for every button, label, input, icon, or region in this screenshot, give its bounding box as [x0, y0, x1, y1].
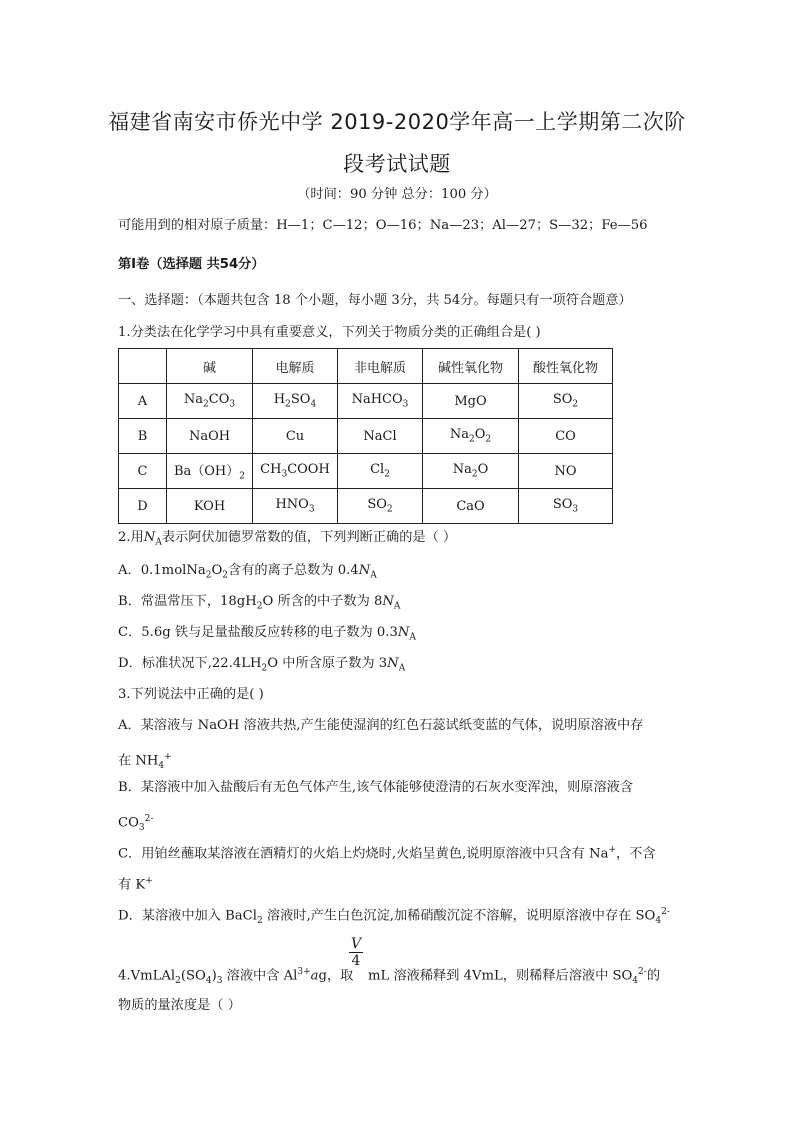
table-header-cell: 非电解质: [338, 349, 423, 384]
table-row: [119, 454, 613, 489]
q3-option-a: A．某溶液与 NaOH 溶液共热,产生能使湿润的红色石蕊试纸变蓝的气体，说明原溶液中存: [118, 718, 644, 733]
section-heading: 第Ⅰ卷（选择题 共54分）: [118, 257, 265, 272]
title-line-1: 福建省南安市侨光中学 2019-2020学年高一上学期第二次阶: [108, 110, 686, 134]
fraction-numerator: V: [350, 936, 362, 952]
table-header-cell: 电解质: [253, 349, 338, 384]
table-cell: KOH: [167, 489, 253, 524]
q4-fraction: [349, 936, 363, 969]
table-cell: $H_2SO_4$: [253, 384, 338, 419]
table-cell: $SO_2$: [519, 384, 613, 419]
table-cell: NaCl: [338, 419, 423, 454]
table-cell: CO: [519, 419, 613, 454]
title-line-2: 段考试试题: [343, 152, 451, 176]
q4-text-pre: $4.VmLAl_2(SO_4)_3$ 溶液中含 $Al^{3+}ag$，取: [118, 967, 354, 987]
table-cell: $Na_2O_2$: [423, 419, 519, 454]
table-cell: $Na_2CO_3$: [167, 384, 253, 419]
q3-option-d: D．某溶液中加入 BaCl$_2$ 溶液时,产生白色沉淀,加稀硝酸沉淀不溶解，说明原溶液中存在 $SO_4^{2-}$: [118, 907, 670, 927]
table-cell: $HNO_3$: [253, 489, 338, 524]
table-cell: NaHCO$_3$: [338, 384, 423, 419]
fraction-denominator: 4: [351, 953, 361, 969]
q2-option-d: D．标准状况下$,22.4LH_2O$ 中所含原子数为 $3N_A$: [118, 656, 406, 674]
table-row: [119, 384, 613, 419]
section-instruction: 一、选择题：（本题共包含 18 个小题，每小题 3分，共 54分。每题只有一项符合题意）: [118, 293, 632, 308]
table-cell: MgO: [423, 384, 519, 419]
row-label: B: [119, 419, 167, 454]
q1-stem: 1.分类法在化学学习中具有重要意义，下列关于物质分类的正确组合是( ): [118, 325, 541, 340]
table-cell: $Na_2O$: [423, 454, 519, 489]
q2-option-b: B．常温常压下，$18gH_2O$ 所含的中子数为 $8N_A$: [118, 594, 401, 612]
q4-text-post: mL 溶液稀释到 4VmL，则稀释后溶液中 $SO_4^{2-}$的: [368, 967, 660, 987]
table-header-row: [119, 349, 613, 384]
q3-option-a-cont: 在 $NH_4^+$: [118, 752, 172, 772]
q2-option-c: C．5.6g 铁与足量盐酸反应转移的电子数为 $0.3N_A$: [118, 625, 416, 643]
row-label: A: [119, 384, 167, 419]
q4-line-2: 物质的量浓度是（ ）: [118, 998, 241, 1013]
atomic-masses: 可能用到的相对原子质量：H—1；C—12；O—16；Na—23；Al—27；S—32；Fe—56: [118, 218, 648, 233]
table-cell: $SO_3$: [519, 489, 613, 524]
classification-table: [118, 348, 613, 524]
q3-stem: 3.下列说法中正确的是( ): [118, 687, 264, 702]
table-cell: $Cl_2$: [338, 454, 423, 489]
table-cell: $CH_3COOH$: [253, 454, 338, 489]
table-header-cell: [119, 349, 167, 384]
row-label: D: [119, 489, 167, 524]
table-header-cell: 碱性氧化物: [423, 349, 519, 384]
table-cell: NO: [519, 454, 613, 489]
q2-stem: 2.用$N_A$表示阿伏加德罗常数的值，下列判断正确的是（ ）: [118, 530, 457, 548]
table-cell: Cu: [253, 419, 338, 454]
table-row: [119, 489, 613, 524]
table-header-cell: 酸性氧化物: [519, 349, 613, 384]
q3-option-b: B．某溶液中加入盐酸后有无色气体产生,该气体能够使澄清的石灰水变浑浊，则原溶液含: [118, 780, 634, 795]
row-label: C: [119, 454, 167, 489]
table-cell: $SO_2$: [338, 489, 423, 524]
q3-option-b-cont: $CO_3^{2-}$: [118, 814, 154, 834]
table-cell: NaOH: [167, 419, 253, 454]
time-info: （时间：90 分钟 总分：100 分）: [297, 187, 497, 202]
table-cell: $Ba(OH)_2$: [167, 454, 253, 489]
table-header-cell: 碱: [167, 349, 253, 384]
table-cell: CaO: [423, 489, 519, 524]
table-row: [119, 419, 613, 454]
q3-option-c-cont: 有 K+: [118, 876, 153, 893]
q3-option-c: C．用铂丝蘸取某溶液在酒精灯的火焰上灼烧时,火焰呈黄色,说明原溶液中只含有 Na+，不含: [118, 845, 656, 862]
q2-option-a: A．$0.1molNa_2O_2$含有的离子总数为 $0.4N_A$: [118, 563, 377, 581]
